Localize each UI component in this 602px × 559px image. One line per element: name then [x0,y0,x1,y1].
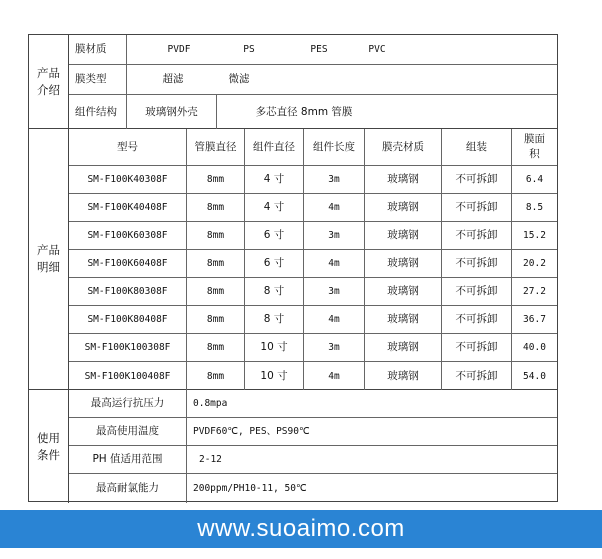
membrane-type-row [69,65,557,95]
cell-housing-material: 玻璃钢 [365,222,442,249]
cell-membrane-area: 15.2 [523,230,546,241]
cell-housing-material: 玻璃钢 [365,278,442,305]
cell-model: SM-F100K40308F [69,166,187,193]
cell-module-length: 3m [304,334,365,361]
cell-housing-material: 玻璃钢 [365,362,442,390]
website-url[interactable]: www.suoaimo.com [197,515,405,542]
condition-label: 最高耐氯能力 [69,474,187,503]
cell-module-diameter: 10 寸 [245,334,304,361]
cell-module-length: 3m [304,278,365,305]
product-row [69,222,557,250]
header-module-length: 组件长度 [304,129,365,165]
condition-row [69,446,557,474]
cell-tube-diameter: 8mm [187,250,245,277]
cell-tube-diameter: 8mm [187,222,245,249]
intro-section-label: 产品介绍 [29,35,69,128]
cell-assembly: 不可拆卸 [442,306,512,333]
cell-tube-diameter: 8mm [187,278,245,305]
cell-membrane-area: 6.4 [525,174,544,185]
type-ultrafiltration: 超滤 [162,73,184,85]
material-pes: PES [310,44,328,55]
cell-assembly: 不可拆卸 [442,222,512,249]
condition-label: PH 值适用范围 [69,446,187,473]
cell-module-diameter: 4 寸 [245,194,304,221]
cell-module-length: 3m [304,222,365,249]
condition-value: 200ppm/PH10-11, 50℃ [193,483,307,494]
cell-module-length: 4m [304,250,365,277]
intro-section [29,35,557,129]
cell-module-diameter: 8 寸 [245,306,304,333]
cell-housing-material: 玻璃钢 [365,250,442,277]
condition-row [69,474,557,503]
product-row [69,194,557,222]
cell-housing-material: 玻璃钢 [365,194,442,221]
cell-housing-material: 玻璃钢 [365,306,442,333]
cell-module-length: 4m [304,194,365,221]
cell-membrane-area: 54.0 [523,370,546,382]
product-row [69,334,557,362]
condition-value: 2-12 [199,454,222,465]
header-tube-diameter: 管膜直径 [187,129,245,165]
cell-model: SM-F100K100308F [69,334,187,361]
cell-membrane-area: 40.0 [523,342,546,353]
product-row [69,306,557,334]
membrane-material-row [69,35,557,65]
details-header-row [69,129,557,166]
condition-value: PVDF60℃, PES、PS90℃ [193,426,310,437]
cell-housing-material: 玻璃钢 [365,334,442,361]
module-structure-value: 多芯直径 8mm 管膜 [255,105,353,118]
cell-module-diameter: 8 寸 [245,278,304,305]
cell-assembly: 不可拆卸 [442,250,512,277]
cell-assembly: 不可拆卸 [442,194,512,221]
cell-membrane-area: 20.2 [523,258,546,269]
product-row [69,250,557,278]
cell-module-diameter: 6 寸 [245,222,304,249]
cell-tube-diameter: 8mm [187,194,245,221]
website-banner [0,510,602,548]
cell-membrane-area: 8.5 [525,202,544,213]
cell-module-length: 4m [304,362,365,390]
cell-assembly: 不可拆卸 [442,166,512,193]
cell-tube-diameter: 8mm [187,306,245,333]
cell-tube-diameter: 8mm [187,362,245,390]
product-row [69,166,557,194]
cell-tube-diameter: 8mm [187,166,245,193]
membrane-material-label: 膜材质 [69,35,127,64]
header-model: 型号 [69,129,187,165]
product-row [69,362,557,390]
conditions-section-label: 使用条件 [29,390,69,503]
details-section [29,129,557,390]
condition-label: 最高运行抗压力 [69,390,187,417]
membrane-type-label: 膜类型 [69,65,127,94]
header-module-diameter: 组件直径 [245,129,304,165]
cell-housing-material: 玻璃钢 [365,166,442,193]
cell-model: SM-F100K40408F [69,194,187,221]
cell-model: SM-F100K100408F [69,362,187,390]
header-assembly: 组装 [442,129,512,165]
condition-row [69,418,557,446]
material-pvc: PVC [368,44,386,55]
cell-assembly: 不可拆卸 [442,278,512,305]
cell-membrane-area: 36.7 [523,314,546,325]
product-row [69,278,557,306]
cell-module-diameter: 4 寸 [245,166,304,193]
module-housing: 玻璃钢外壳 [127,95,217,129]
condition-label: 最高使用温度 [69,418,187,445]
cell-assembly: 不可拆卸 [442,334,512,361]
cell-tube-diameter: 8mm [187,334,245,361]
cell-module-length: 4m [304,306,365,333]
header-housing-material: 膜壳材质 [365,129,442,165]
cell-model: SM-F100K60308F [69,222,187,249]
condition-row [69,390,557,418]
cell-model: SM-F100K80308F [69,278,187,305]
cell-module-diameter: 6 寸 [245,250,304,277]
details-section-label: 产品明细 [29,129,69,389]
material-pvdf: PVDF [167,44,191,55]
cell-assembly: 不可拆卸 [442,362,512,390]
cell-module-diameter: 10 寸 [245,362,304,390]
module-structure-label: 组件结构 [69,95,127,129]
type-microfiltration: 微滤 [228,73,250,85]
condition-value: 0.8mpa [193,398,228,409]
header-membrane-area: 膜面积 [524,133,545,160]
material-ps: PS [243,44,255,55]
product-spec-table [28,34,558,502]
module-structure-row [69,95,557,129]
cell-model: SM-F100K80408F [69,306,187,333]
conditions-section [29,390,557,503]
cell-membrane-area: 27.2 [523,286,546,297]
cell-module-length: 3m [304,166,365,193]
cell-model: SM-F100K60408F [69,250,187,277]
